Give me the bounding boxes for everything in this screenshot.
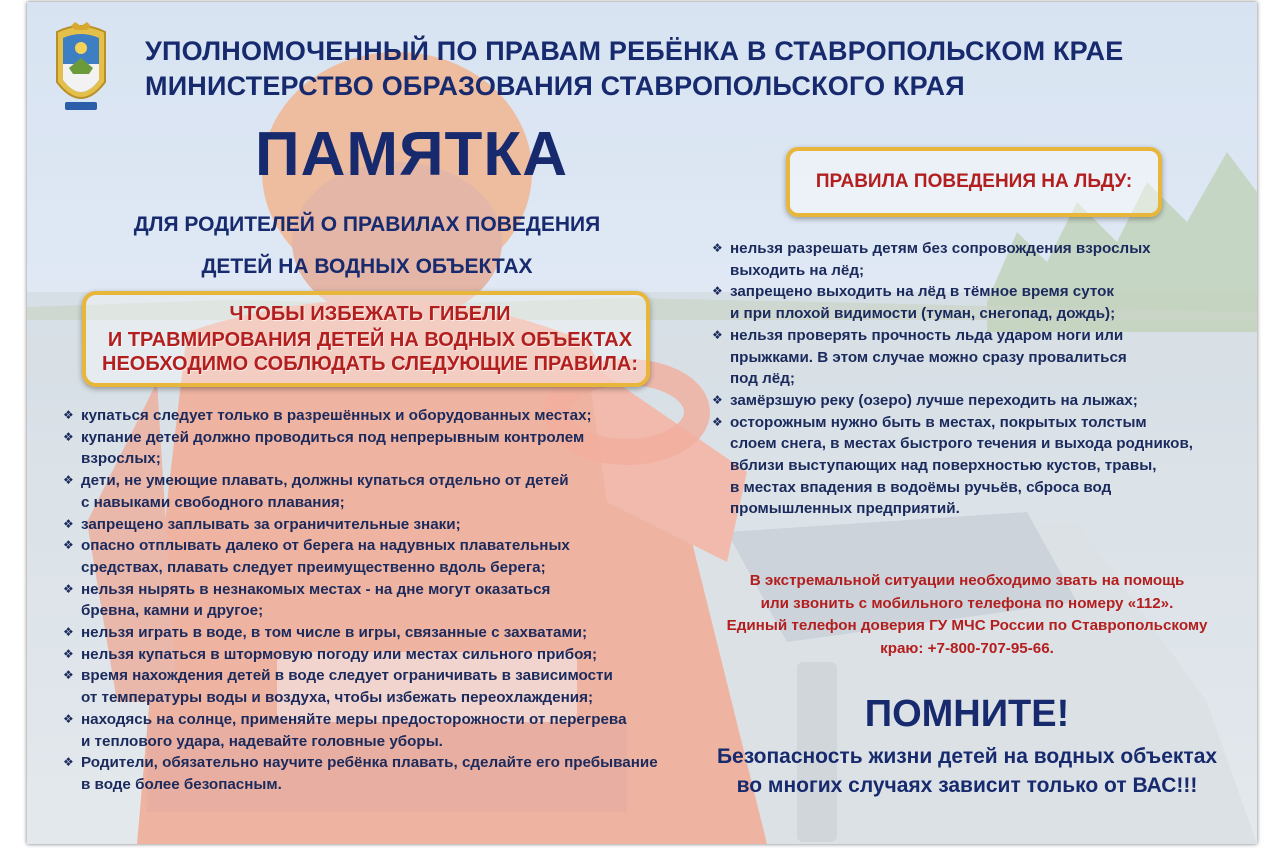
water-rules-list [63, 405, 723, 796]
poster [27, 2, 1257, 844]
remember-line-1: Безопасность жизни детей на водных объектах [716, 745, 1218, 768]
org-line-ministry: МИНИСТЕРСТВО ОБРАЗОВАНИЯ СТАВРОПОЛЬСКОГО КРАЯ [145, 71, 965, 101]
water-callout-line-3: НЕОБХОДИМО СОБЛЮДАТЬ СЛЕДУЮЩИЕ ПРАВИЛА: [102, 353, 638, 375]
ice-callout-title: ПРАВИЛА ПОВЕДЕНИЯ НА ЛЬДУ: [815, 171, 1133, 192]
list-item: ❖ замёрзшую реку (озеро) лучше переходить на лыжах; [712, 390, 1252, 412]
emergency-line-1: В экстремальной ситуации необходимо звать на помощь [749, 572, 1185, 589]
org-line-ombudsman: УПОЛНОМОЧЕННЫЙ ПО ПРАВАМ РЕБЁНКА В СТАВРОПОЛЬСКОМ КРАЕ [145, 36, 1124, 66]
remember-line-2: во многих случаях зависит только от ВАС!!! [736, 774, 1198, 797]
page-title: ПАМЯТКА [255, 120, 569, 189]
remember-message [687, 742, 1247, 800]
list-item: ❖ нельзя проверять прочность льда ударом ноги или прыжками. В этом случае можно сразу провалиться под лёд; [712, 325, 1252, 390]
water-callout-line-1: ЧТОБЫ ИЗБЕЖАТЬ ГИБЕЛИ [229, 303, 511, 325]
list-item: ❖ находясь на солнце, применяйте меры предосторожности от перегрева и теплового удара, надевайте головные уборы. [63, 709, 723, 752]
emergency-info [687, 570, 1247, 660]
list-item: ❖ запрещено заплывать за ограничительные знаки; [63, 514, 723, 536]
subtitle-line-2: ДЕТЕЙ НА ВОДНЫХ ОБЪЕКТАХ [201, 255, 533, 278]
water-rules-callout [82, 291, 650, 387]
emergency-line-2: или звонить с мобильного телефона по номеру «112». [760, 594, 1174, 612]
emergency-line-4: краю: +7-800-707-95-66. [880, 639, 1054, 657]
list-item: ❖ нельзя разрешать детям без сопровождения взрослых выходить на лёд; [712, 238, 1252, 281]
list-item: ❖ осторожным нужно быть в местах, покрытых толстым слоем снега, в местах быстрого течения и выхода родников, вблизи выступающих над поверхностью кустов, травы, в местах впадения в водоёмы ручьёв, сброса вод промышленных предприятий. [712, 412, 1252, 521]
coat-of-arms-icon [53, 22, 109, 114]
ice-rules-list [712, 238, 1252, 520]
emergency-line-3: Единый телефон доверия ГУ МЧС России по Ставропольскому [726, 617, 1208, 634]
remember-title: ПОМНИТЕ! [864, 693, 1070, 735]
water-callout-line-2: И ТРАВМИРОВАНИЯ ДЕТЕЙ НА ВОДНЫХ ОБЪЕКТАХ [107, 329, 633, 351]
list-item: ❖ нельзя играть в воде, в том числе в игры, связанные с захватами; [63, 622, 723, 644]
list-item: ❖ запрещено выходить на лёд в тёмное время суток и при плохой видимости (туман, снегопад, дождь); [712, 281, 1252, 324]
subtitle-line-1: ДЛЯ РОДИТЕЛЕЙ О ПРАВИЛАХ ПОВЕДЕНИЯ [133, 213, 601, 236]
ice-rules-callout [786, 147, 1162, 217]
list-item: ❖ купание детей должно проводиться под непрерывным контролем взрослых; [63, 427, 723, 470]
list-item: ❖ опасно отплывать далеко от берега на надувных плавательных средствах, плавать следует преимущественно вдоль берега; [63, 535, 723, 578]
list-item: ❖ нельзя купаться в штормовую погоду или местах сильного прибоя; [63, 644, 723, 666]
list-item: ❖ Родители, обязательно научите ребёнка плавать, сделайте его пребывание в воде более безопасным. [63, 752, 723, 795]
list-item: ❖ купаться следует только в разрешённых и оборудованных местах; [63, 405, 723, 427]
list-item: ❖ время нахождения детей в воде следует ограничивать в зависимости от температуры воды и воздуха, чтобы избежать переохлаждения; [63, 665, 723, 708]
list-item: ❖ нельзя нырять в незнакомых местах - на дне могут оказаться бревна, камни и другое; [63, 579, 723, 622]
list-item: ❖ дети, не умеющие плавать, должны купаться отдельно от детей с навыками свободного плавания; [63, 470, 723, 513]
